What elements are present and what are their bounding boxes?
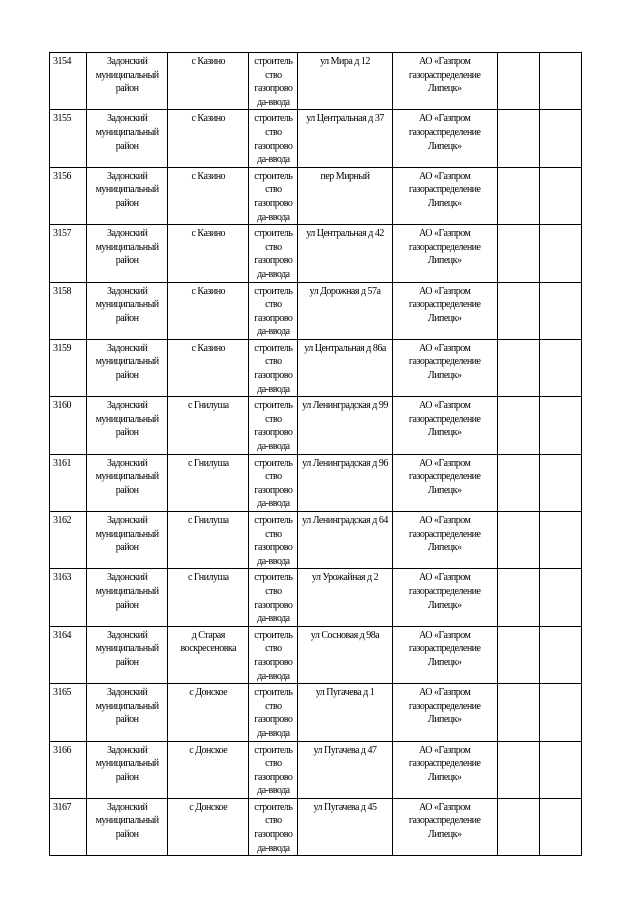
empty-cell bbox=[497, 569, 539, 626]
table-row bbox=[50, 684, 582, 741]
district-cell: Задонский муниципальный район bbox=[87, 225, 168, 282]
locality-cell: с Гнилуша bbox=[168, 454, 249, 511]
empty-cell bbox=[497, 53, 539, 110]
organization-cell: АО «Газпром газораспределение Липецк» bbox=[392, 454, 497, 511]
row-number-cell: 3157 bbox=[50, 225, 87, 282]
address-cell: ул Ленинградская д 96 bbox=[298, 454, 392, 511]
work-type-cell: строитель ство газопрово да-ввода bbox=[249, 53, 298, 110]
table-row bbox=[50, 282, 582, 339]
row-number-cell: 3166 bbox=[50, 741, 87, 798]
address-cell: ул Ленинградская д 64 bbox=[298, 512, 392, 569]
organization-cell: АО «Газпром газораспределение Липецк» bbox=[392, 339, 497, 396]
address-cell: ул Мира д 12 bbox=[298, 53, 392, 110]
address-cell: ул Пугачева д 45 bbox=[298, 798, 392, 855]
empty-cell bbox=[497, 225, 539, 282]
work-type-cell: строитель ство газопрово да-ввода bbox=[249, 626, 298, 683]
organization-cell: АО «Газпром газораспределение Липецк» bbox=[392, 569, 497, 626]
organization-cell: АО «Газпром газораспределение Липецк» bbox=[392, 798, 497, 855]
empty-cell bbox=[539, 454, 581, 511]
locality-cell: с Донское bbox=[168, 798, 249, 855]
district-cell: Задонский муниципальный район bbox=[87, 339, 168, 396]
district-cell: Задонский муниципальный район bbox=[87, 282, 168, 339]
empty-cell bbox=[539, 225, 581, 282]
empty-cell bbox=[497, 512, 539, 569]
table-row bbox=[50, 110, 582, 167]
address-cell: пер Мирный bbox=[298, 167, 392, 224]
work-type-cell: строитель ство газопрово да-ввода bbox=[249, 684, 298, 741]
organization-cell: АО «Газпром газораспределение Липецк» bbox=[392, 282, 497, 339]
empty-cell bbox=[497, 282, 539, 339]
table-row bbox=[50, 167, 582, 224]
empty-cell bbox=[539, 684, 581, 741]
address-cell: ул Ленинградская д 99 bbox=[298, 397, 392, 454]
table-row bbox=[50, 397, 582, 454]
row-number-cell: 3162 bbox=[50, 512, 87, 569]
empty-cell bbox=[539, 569, 581, 626]
table-row bbox=[50, 741, 582, 798]
empty-cell bbox=[539, 53, 581, 110]
address-cell: ул Центральная д 42 bbox=[298, 225, 392, 282]
empty-cell bbox=[497, 110, 539, 167]
row-number-cell: 3154 bbox=[50, 53, 87, 110]
row-number-cell: 3163 bbox=[50, 569, 87, 626]
locality-cell: с Казино bbox=[168, 53, 249, 110]
empty-cell bbox=[539, 626, 581, 683]
organization-cell: АО «Газпром газораспределение Липецк» bbox=[392, 225, 497, 282]
row-number-cell: 3165 bbox=[50, 684, 87, 741]
empty-cell bbox=[539, 110, 581, 167]
row-number-cell: 3167 bbox=[50, 798, 87, 855]
organization-cell: АО «Газпром газораспределение Липецк» bbox=[392, 741, 497, 798]
table-row bbox=[50, 798, 582, 855]
address-cell: ул Пугачева д 47 bbox=[298, 741, 392, 798]
row-number-cell: 3156 bbox=[50, 167, 87, 224]
empty-cell bbox=[539, 512, 581, 569]
locality-cell: с Казино bbox=[168, 282, 249, 339]
work-type-cell: строитель ство газопрово да-ввода bbox=[249, 512, 298, 569]
work-type-cell: строитель ство газопрово да-ввода bbox=[249, 569, 298, 626]
row-number-cell: 3155 bbox=[50, 110, 87, 167]
district-cell: Задонский муниципальный район bbox=[87, 741, 168, 798]
empty-cell bbox=[539, 339, 581, 396]
table-row bbox=[50, 512, 582, 569]
district-cell: Задонский муниципальный район bbox=[87, 110, 168, 167]
empty-cell bbox=[539, 741, 581, 798]
address-cell: ул Урожайная д 2 bbox=[298, 569, 392, 626]
organization-cell: АО «Газпром газораспределение Липецк» bbox=[392, 110, 497, 167]
district-cell: Задонский муниципальный район bbox=[87, 512, 168, 569]
locality-cell: с Казино bbox=[168, 167, 249, 224]
work-type-cell: строитель ство газопрово да-ввода bbox=[249, 225, 298, 282]
district-cell: Задонский муниципальный район bbox=[87, 454, 168, 511]
organization-cell: АО «Газпром газораспределение Липецк» bbox=[392, 626, 497, 683]
address-cell: ул Пугачева д 1 bbox=[298, 684, 392, 741]
organization-cell: АО «Газпром газораспределение Липецк» bbox=[392, 167, 497, 224]
locality-cell: с Казино bbox=[168, 225, 249, 282]
work-type-cell: строитель ство газопрово да-ввода bbox=[249, 339, 298, 396]
locality-cell: с Донское bbox=[168, 741, 249, 798]
work-type-cell: строитель ство газопрово да-ввода bbox=[249, 397, 298, 454]
organization-cell: АО «Газпром газораспределение Липецк» bbox=[392, 397, 497, 454]
empty-cell bbox=[539, 167, 581, 224]
empty-cell bbox=[497, 397, 539, 454]
locality-cell: д Старая воскресеновка bbox=[168, 626, 249, 683]
organization-cell: АО «Газпром газораспределение Липецк» bbox=[392, 684, 497, 741]
work-type-cell: строитель ство газопрово да-ввода bbox=[249, 454, 298, 511]
work-type-cell: строитель ство газопрово да-ввода bbox=[249, 798, 298, 855]
district-cell: Задонский муниципальный район bbox=[87, 798, 168, 855]
organization-cell: АО «Газпром газораспределение Липецк» bbox=[392, 512, 497, 569]
empty-cell bbox=[497, 798, 539, 855]
empty-cell bbox=[497, 339, 539, 396]
empty-cell bbox=[497, 454, 539, 511]
empty-cell bbox=[497, 626, 539, 683]
empty-cell bbox=[539, 282, 581, 339]
row-number-cell: 3159 bbox=[50, 339, 87, 396]
registry-table bbox=[49, 52, 582, 856]
empty-cell bbox=[497, 741, 539, 798]
table-row bbox=[50, 569, 582, 626]
row-number-cell: 3161 bbox=[50, 454, 87, 511]
address-cell: ул Центральная д 37 bbox=[298, 110, 392, 167]
locality-cell: с Донское bbox=[168, 684, 249, 741]
locality-cell: с Казино bbox=[168, 110, 249, 167]
locality-cell: с Гнилуша bbox=[168, 397, 249, 454]
locality-cell: с Гнилуша bbox=[168, 512, 249, 569]
address-cell: ул Сосновая д 98а bbox=[298, 626, 392, 683]
organization-cell: АО «Газпром газораспределение Липецк» bbox=[392, 53, 497, 110]
table-row bbox=[50, 53, 582, 110]
locality-cell: с Гнилуша bbox=[168, 569, 249, 626]
district-cell: Задонский муниципальный район bbox=[87, 684, 168, 741]
district-cell: Задонский муниципальный район bbox=[87, 569, 168, 626]
table-row bbox=[50, 454, 582, 511]
row-number-cell: 3164 bbox=[50, 626, 87, 683]
registry-table-body bbox=[50, 53, 582, 856]
table-row bbox=[50, 339, 582, 396]
empty-cell bbox=[539, 798, 581, 855]
empty-cell bbox=[497, 167, 539, 224]
work-type-cell: строитель ство газопрово да-ввода bbox=[249, 282, 298, 339]
address-cell: ул Центральная д 86а bbox=[298, 339, 392, 396]
table-row bbox=[50, 225, 582, 282]
district-cell: Задонский муниципальный район bbox=[87, 53, 168, 110]
district-cell: Задонский муниципальный район bbox=[87, 397, 168, 454]
district-cell: Задонский муниципальный район bbox=[87, 167, 168, 224]
table-row bbox=[50, 626, 582, 683]
address-cell: ул Дорожная д 57а bbox=[298, 282, 392, 339]
work-type-cell: строитель ство газопрово да-ввода bbox=[249, 167, 298, 224]
empty-cell bbox=[497, 684, 539, 741]
district-cell: Задонский муниципальный район bbox=[87, 626, 168, 683]
locality-cell: с Казино bbox=[168, 339, 249, 396]
row-number-cell: 3160 bbox=[50, 397, 87, 454]
row-number-cell: 3158 bbox=[50, 282, 87, 339]
work-type-cell: строитель ство газопрово да-ввода bbox=[249, 741, 298, 798]
empty-cell bbox=[539, 397, 581, 454]
work-type-cell: строитель ство газопрово да-ввода bbox=[249, 110, 298, 167]
